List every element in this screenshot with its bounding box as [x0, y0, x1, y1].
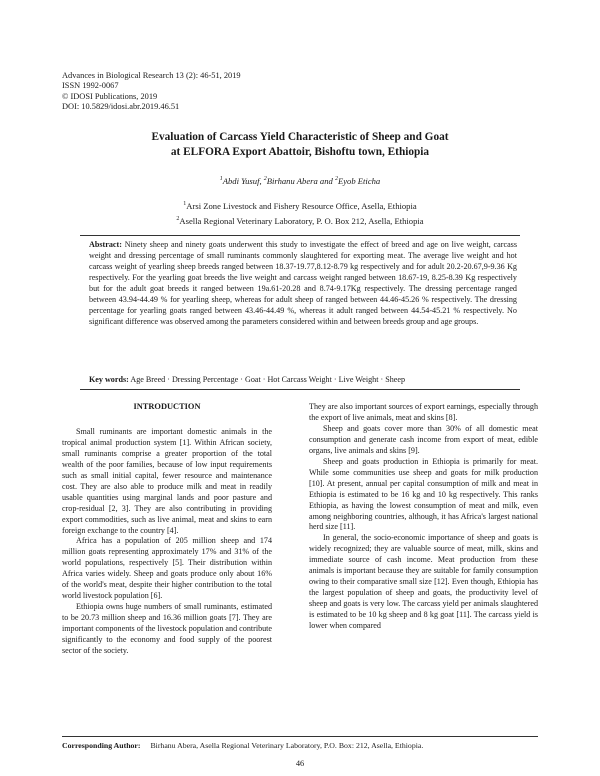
author-1: Abdi Yusuf, [222, 176, 262, 186]
issn: ISSN 1992-0067 [62, 81, 119, 91]
affiliation-1-text: Arsi Zone Livestock and Fishery Resource Office, Asella, Ethiopia [186, 200, 417, 211]
intro-paragraph-2: Africa has a population of 205 million sheep and 174 million goats representing approximately 17% and 31% of the world populations, respectively [5]. Their distribution within Africa varies widely. Sheep and goats produce only about 16% of the world's meat, despite their higher contribution to the total world livestock population [6]. [62, 536, 272, 601]
right-paragraph-2: Sheep and goats production in Ethiopia is primarily for meat. While some communities use sheep and goats for milk production [10]. At present, annual per capital consumption of milk and meat in Ethiopia is estimated to be 16 kg and 10 kg respectively. This ranks Ethiopia, as having the lowest consumption of meat and milk, even among neighboring countries, although, it has Africa's largest national herd size [11]. [309, 456, 538, 532]
abstract-label: Abstract: [89, 240, 122, 249]
intro-paragraph-3: Ethiopia owns huge numbers of small ruminants, estimated to be 20.73 million sheep and 16.36 million goats [7]. They are important components of the livestock population and contribute significantly to the economy and food supply of the poorest sector of the society. [62, 602, 272, 656]
keywords-bottom-rule [80, 389, 520, 390]
corresponding-label: Corresponding Author: [62, 741, 141, 750]
keywords [89, 375, 529, 384]
author-2: Birhanu Abera and [266, 176, 333, 186]
journal-header [62, 71, 241, 113]
author-3: Eyob Eticha [337, 176, 381, 186]
keywords-text: Age Breed · Dressing Percentage · Goat · Hot Carcass Weight · Live Weight · Sheep [130, 375, 406, 384]
affiliation-1-sup: 1 [183, 201, 187, 207]
affiliations [60, 198, 540, 228]
title-line-1: Evaluation of Carcass Yield Characteristic of Sheep and Goat [151, 131, 449, 143]
abstract [89, 240, 517, 328]
doi: DOI: 10.5829/idosi.abr.2019.46.51 [62, 102, 180, 112]
corresponding-author [62, 741, 423, 750]
author-3-sup: 2 [334, 176, 338, 183]
right-paragraph-1: Sheep and goats cover more than 30% of all domestic meat consumption and generate cash income from export of meat, edible organs, live animals and skins [9]. [309, 423, 538, 455]
affiliation-1 [60, 198, 540, 213]
continued-paragraph: They are also important sources of export earnings, especially through the export of live animals, meat and skins [8]. [309, 402, 538, 422]
left-column [62, 402, 272, 657]
keywords-label: Key words: [89, 375, 129, 384]
corresponding-text: Birhanu Abera, Asella Regional Veterinary Laboratory, P.O. Box: 212, Asella, Ethiopia. [150, 741, 424, 750]
introduction-heading: INTRODUCTION [133, 402, 201, 411]
journal-citation: Advances in Biological Research 13 (2): 46-51, 2019 [62, 71, 241, 80]
author-list [60, 176, 540, 186]
author-1-sup: 1 [219, 176, 223, 183]
copyright: © IDOSI Publications, 2019 [62, 91, 158, 101]
author-2-sup: 2 [263, 176, 267, 183]
affiliation-2-sup: 2 [176, 215, 180, 222]
abstract-text: Ninety sheep and ninety goats underwent this study to investigate the effect of breed and age on live weight, carcass weight and dressing percentage of small ruminants commonly slaughtered for exporting meat. The average live weight and hot carcass weight of yearling sheep breeds ranged between 18.37-19.77,8.12-8.79 kg respectively and for adult 20.2-20.67,9-9.36 Kg respectively. For the yearling goat breeds the live weight and carcass weight ranged between 18.67-19, 8.25-8.39 Kg respectively but for the adult goat breeds it ranged between 19a.61-20.28 and 8.74-9.17Kg respectively. The dressing percentage ranged between 43.94-44.49 % for yearling sheep, whereas for adult sheep of ranged between 44.46-45.26 % respectively. The dressing percentage for yearling goats ranged between 43.46-44.49 %, whereas it adult ranged between 44.54-45.21 % respectively. No significant difference was observed among the parameters considered within and between breeds group and age groups. [89, 240, 518, 326]
right-column [309, 402, 538, 632]
title-line-2: at ELFORA Export Abattoir, Bishoftu town, Ethiopia [170, 146, 430, 158]
right-paragraph-3: In general, the socio-economic importance of sheep and goats is widely recognized; they are valuable source of meat, milk, skins and immediate source of cash income. Meat production from these animals is important because they are suitable for family consumption owing to their comparative small size [12]. Even though, Ethiopia has the largest population of sheep and goats, the productivity level of sheep and goats is very low. The carcass yield per animals slaughtered is estimated to be 10 kg sheep and 8 kg goat [11]. The carcass yield is lower when compared [309, 533, 538, 631]
paper-title [60, 130, 540, 160]
affiliation-2-text: Asella Regional Veterinary Laboratory, P. O. Box 212, Asella, Ethiopia [179, 215, 424, 226]
intro-paragraph-1: Small ruminants are important domestic animals in the tropical animal production system [1]. Within African society, small ruminants comprise a greater proportion of the total wealth of the poor families, because of low input requirements such as small initial capital, fewer resource and maintenance cost. They are also able to produce milk and meat in readily usable quantities using marginal lands and poor pasture and crop-residual [2, 3]. They are also contributing in providing export commodities, such as live animal, meat and skins to earn foreign exchange to the country [4]. [62, 426, 272, 535]
page-number: 46 [295, 759, 305, 768]
abstract-top-rule [80, 235, 520, 236]
affiliation-2 [60, 213, 540, 228]
footer-rule [62, 736, 538, 737]
